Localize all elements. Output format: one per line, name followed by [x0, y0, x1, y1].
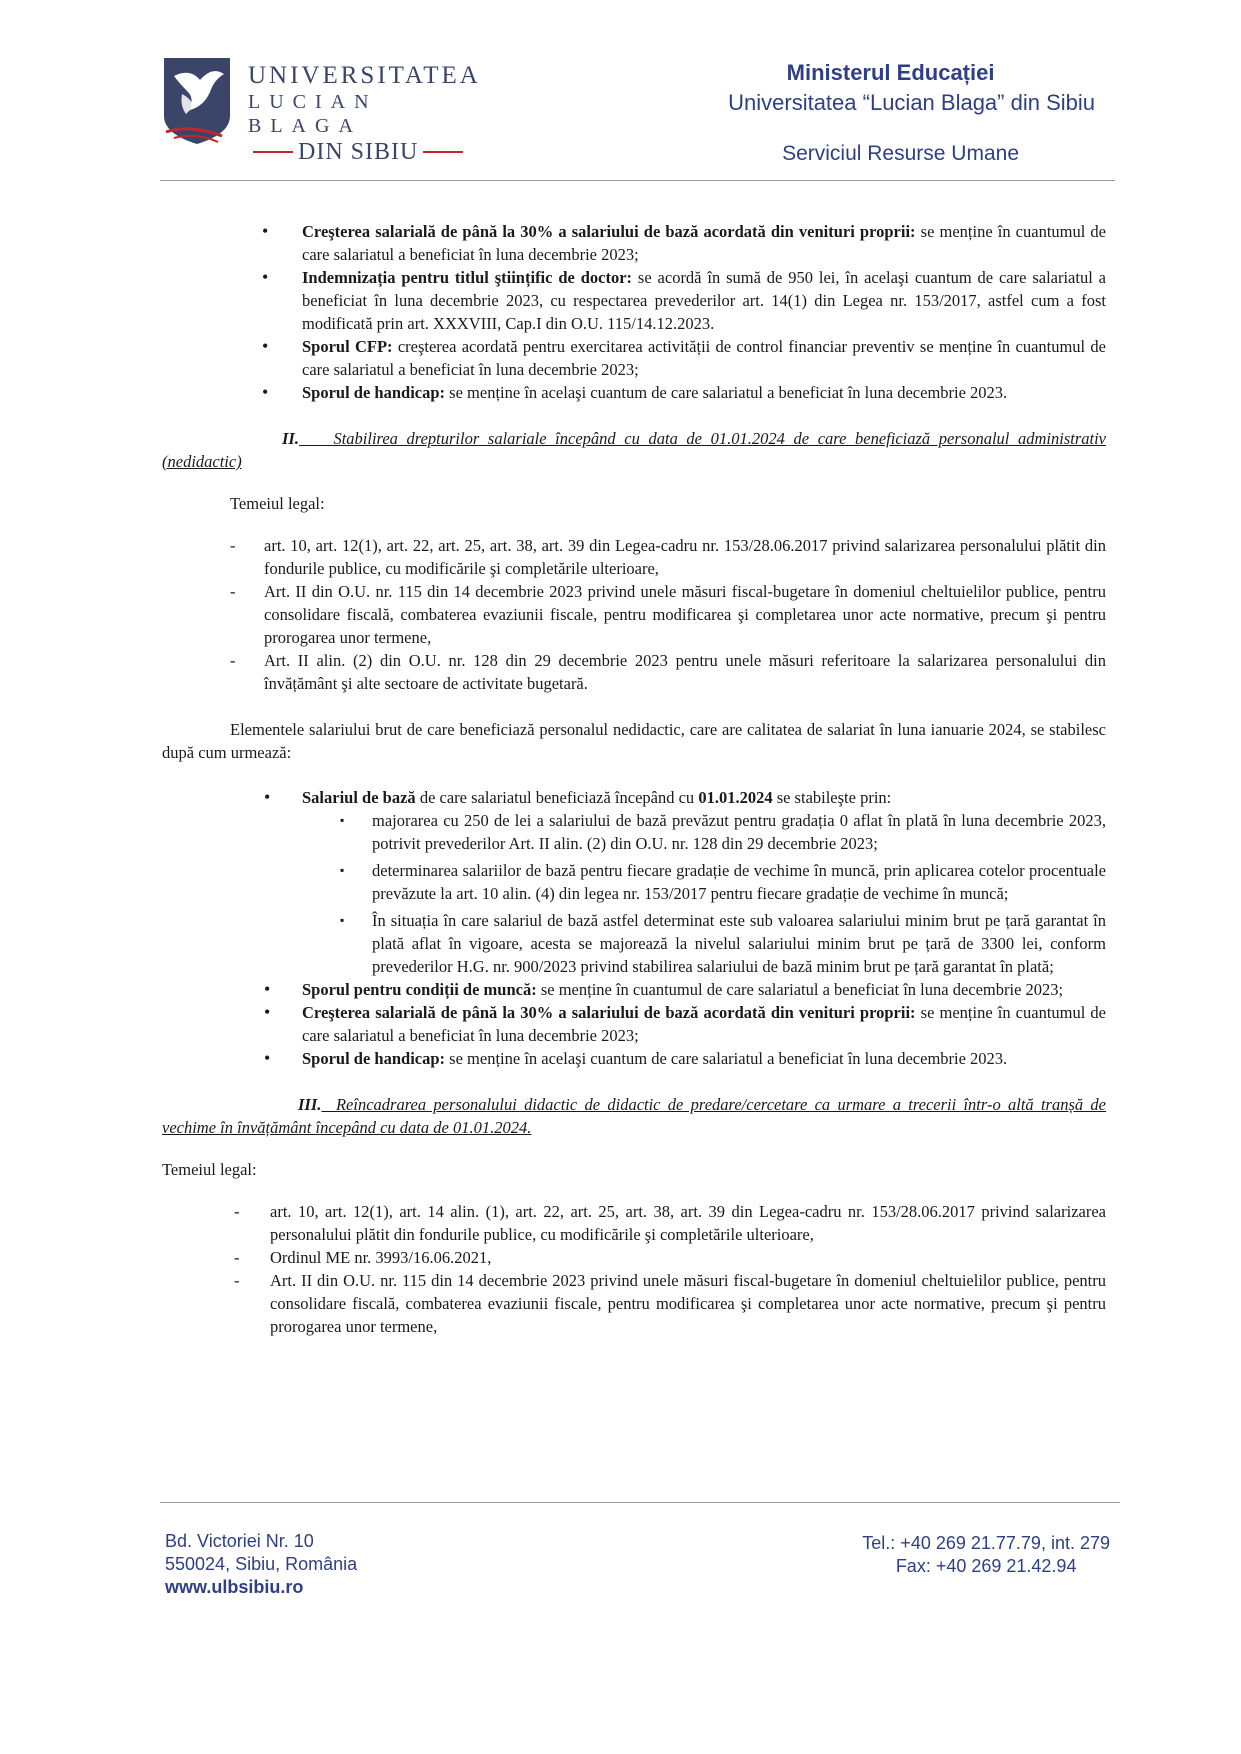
footer-divider [160, 1502, 1120, 1503]
list-item [162, 381, 1106, 404]
bullet-bold-text: Sporul pentru condiții de muncă: [302, 980, 537, 999]
list-item [162, 220, 1106, 266]
header-divider [160, 180, 1115, 181]
address-line-1: Bd. Victoriei Nr. 10 [165, 1531, 314, 1551]
bullet-text: se menține în cuantumul de care salariatul a beneficiat în luna decembrie 2023; [302, 1003, 1106, 1045]
document-body [162, 220, 1106, 1338]
university-logo [160, 48, 490, 165]
list-item: - Art. II alin. (2) din O.U. nr. 128 din 29 decembrie 2023 pentru unele măsuri referitoare la salarizarea personalului din învățământ şi alte sectoare de activitate bugetară. [162, 649, 1106, 695]
logo-rule-left [253, 151, 293, 153]
bullet-bold-date: 01.01.2024 [698, 788, 773, 807]
section-3-number: III. [298, 1095, 322, 1114]
header-institution [728, 60, 1095, 116]
section-2-legal-list [162, 534, 1106, 695]
university-name: Universitatea “Lucian Blaga” din Sibiu [728, 90, 1095, 115]
section-2-title-text: Stabilirea drepturilor salariale începând cu data de 01.01.2024 de care beneficiază personalul administrativ (nedidactic) [162, 429, 1106, 471]
list-item [162, 786, 1106, 978]
section-2-legal-label: Temeiul legal: [230, 494, 325, 513]
intro-bullet-list [162, 220, 1106, 404]
bullet-text: se menține în cuantumul de care salariatul a beneficiat în luna decembrie 2023; [302, 222, 1106, 264]
section-2-title [162, 427, 1106, 473]
bullet-bold-text: Creşterea salarială de până la 30% a salariului de bază acordată din venituri proprii: [302, 222, 916, 241]
list-item: - art. 10, art. 12(1), art. 22, art. 25, art. 38, art. 39 din Legea-cadru nr. 153/28.06.2017 privind salarizarea personalului plătit din fondurile publice, cu modificările şi completările ulterioare, [162, 534, 1106, 580]
list-item: - art. 10, art. 12(1), art. 14 alin. (1), art. 22, art. 25, art. 38, art. 39 din Legea-cadru nr. 153/28.06.2017 privind salarizarea personalului plătit din fondurile publice, cu modificările şi completările ulterioare, [162, 1200, 1106, 1246]
logo-rule-right [423, 151, 463, 153]
fax-number: Fax: +40 269 21.42.94 [895, 1556, 1077, 1576]
website-link[interactable]: www.ulbsibiu.ro [165, 1577, 304, 1597]
section-3-legal-label: Temeiul legal: [162, 1160, 257, 1179]
bullet-bold-text: Indemnizația pentru titlul ştiințific de doctor: [302, 268, 633, 287]
bullet-bold-text: Creşterea salarială de până la 30% a salariului de bază acordată din venituri proprii: [302, 1003, 916, 1022]
sub-list-item: ▪ determinarea salariilor de bază pentru fiecare gradație de vechime în muncă, prin aplicarea cotelor procentuale prevăzute la art. 10 alin. (4) din legea nr. 153/2017 pentru fiecare gradație de vechime în muncă; [302, 859, 1106, 905]
telephone-number: Tel.: +40 269 21.77.79, int. 279 [862, 1533, 1110, 1553]
logo-line-3-text: DIN SIBIU [298, 139, 419, 165]
list-item [162, 266, 1106, 335]
bullet-text: se acordă în sumă de 950 lei, în acelaşi cuantum de care salariatul a beneficiat în luna decembrie 2023, cu respectarea prevederilor art. 14(1) din Legea nr. 153/2017, astfel cum a fost modificată prin art. XXXVIII, Cap.I din O.U. 115/14.12.2023. [302, 268, 1107, 333]
bullet-text: creşterea acordată pentru exercitarea activității de control financiar preventiv se menține în cuantumul de care salariatul a beneficiat în luna decembrie 2023; [302, 337, 1106, 379]
bullet-text: se stabileşte prin: [772, 788, 892, 807]
salary-sub-list [302, 809, 1106, 978]
bullet-bold-text: Sporul CFP: [302, 337, 393, 356]
bullet-text: se menține în acelaşi cuantum de care salariatul a beneficiat în luna decembrie 2023. [445, 1049, 1008, 1068]
section-3-legal-list [162, 1200, 1106, 1338]
list-item: - Ordinul ME nr. 3993/16.06.2021, [162, 1246, 1106, 1269]
section-2-elements-intro: Elementele salariului brut de care beneficiază personalul nedidactic, care are calitatea de salariat în luna ianuarie 2024, se stabilesc după cum urmează: [162, 720, 1106, 762]
bullet-text: se menține în cuantumul de care salariatul a beneficiat în luna decembrie 2023; [536, 980, 1064, 999]
sub-list-item: ▪ majorarea cu 250 de lei a salariului de bază prevăzut pentru gradația 0 aflat în plată în luna decembrie 2023, potrivit prevederilor Art. II alin. (2) din O.U. nr. 128 din 29 decembrie 2023; [302, 809, 1106, 855]
bullet-bold-text: Salariul de bază [302, 788, 416, 807]
section-3-title-text: Reîncadrarea personalului didactic de didactic de predare/cercetare ca urmare a trecerii într-o altă tranșă de vechime în învățământ începând cu data de 01.01.2024. [162, 1095, 1106, 1137]
section-3-title [162, 1093, 1106, 1139]
footer-contact [862, 1532, 1110, 1578]
logo-line-2: LUCIAN BLAGA [248, 91, 378, 137]
list-item: - Art. II din O.U. nr. 115 din 14 decembrie 2023 privind unele măsuri fiscal-bugetare în domeniul cheltuielilor publice, pentru consolidare fiscală, combaterea evaziunii fiscale, pentru modificarea şi completarea unor acte normative, precum şi pentru prorogarea unor termene, [162, 1269, 1106, 1338]
footer-address [165, 1530, 357, 1599]
bullet-text: se menține în acelaşi cuantum de care salariatul a beneficiat în luna decembrie 2023. [445, 383, 1008, 402]
list-item [162, 335, 1106, 381]
address-line-2: 550024, Sibiu, România [165, 1554, 358, 1574]
list-item [162, 1047, 1106, 1070]
section-2-bullet-list [162, 786, 1106, 1070]
ministry-name: Ministerul Educației [786, 60, 995, 85]
sub-list-item: ▪ În situația în care salariul de bază astfel determinat este sub valoarea salariului minim brut pe țară garantat în plată aflat în vigoare, acesta se majorează la nivelul salariului minim brut pe țară de 3300 lei, conform prevederilor H.G. nr. 900/2023 privind stabilirea salariului de bază minim brut pe țară garantat în plată; [302, 909, 1106, 978]
bullet-bold-text: Sporul de handicap: [302, 383, 446, 402]
list-item [162, 978, 1106, 1001]
section-2-number: II. [282, 429, 299, 448]
bullet-text: de care salariatul beneficiază începând cu [415, 788, 699, 807]
eagle-emblem-icon [160, 54, 240, 146]
logo-line-3 [248, 138, 490, 166]
list-item: - Art. II din O.U. nr. 115 din 14 decembrie 2023 privind unele măsuri fiscal-bugetare în domeniul cheltuielilor publice, pentru consolidare fiscală, combaterea evaziunii fiscale, pentru modificarea şi completarea unor acte normative, precum şi pentru prorogarea unor termene, [162, 580, 1106, 649]
bullet-bold-text: Sporul de handicap: [302, 1049, 446, 1068]
service-name: Serviciul Resurse Umane [782, 142, 1019, 165]
list-item [162, 1001, 1106, 1047]
logo-line-1: UNIVERSITATEA [248, 62, 481, 89]
